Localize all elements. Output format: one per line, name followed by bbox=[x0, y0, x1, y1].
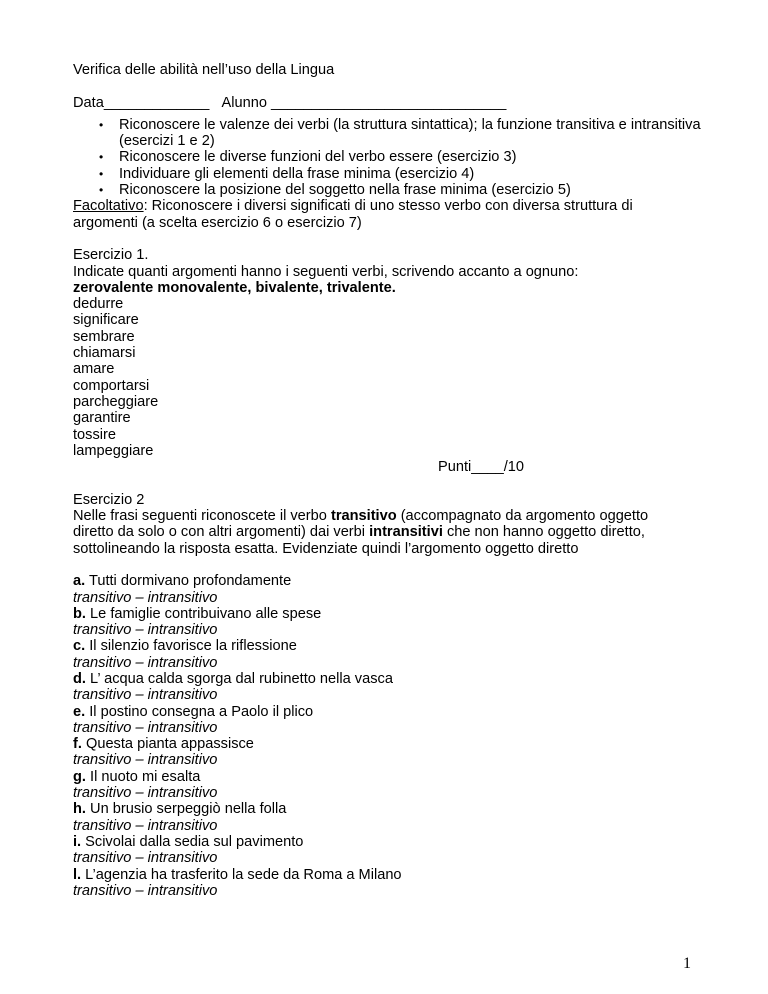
verb-item: tossire bbox=[73, 426, 116, 443]
item-sentence: Il nuoto mi esalta bbox=[85, 768, 201, 785]
optional-text: : Riconoscere i diversi significati di uno stesso verbo con diversa struttura di bbox=[143, 198, 633, 215]
verb-item: parcheggiare bbox=[73, 393, 159, 410]
optional-note bbox=[73, 198, 703, 214]
sentence-item bbox=[73, 867, 703, 883]
exercise2-instruction-line1 bbox=[73, 508, 703, 524]
item-choice: transitivo – intransitivo bbox=[73, 719, 218, 736]
intransitivi-term: intransitivi bbox=[369, 524, 443, 541]
sentence-item bbox=[73, 769, 703, 785]
item-choice: transitivo – intransitivo bbox=[73, 752, 218, 769]
item-letter: c. bbox=[73, 638, 86, 655]
verb-item: sembrare bbox=[73, 328, 135, 345]
verb-item: significare bbox=[73, 312, 139, 329]
sentence-item bbox=[73, 573, 703, 589]
item-choice: transitivo – intransitivo bbox=[73, 850, 218, 867]
verb-list bbox=[73, 296, 703, 459]
item-letter: l. bbox=[73, 866, 82, 883]
exercise1-instruction: Indicate quanti argomenti hanno i seguenti verbi, scrivendo accanto a ognuno: bbox=[73, 263, 579, 280]
verb-item: chiamarsi bbox=[73, 345, 136, 362]
item-sentence: Scivolai dalla sedia sul pavimento bbox=[81, 833, 304, 850]
item-letter: f. bbox=[73, 736, 82, 753]
exercise1-options: zerovalente monovalente, bivalente, trivalente. bbox=[73, 279, 396, 296]
page-number: 1 bbox=[683, 955, 691, 972]
exercise2-instruction-line2 bbox=[73, 524, 703, 540]
verb-item: comportarsi bbox=[73, 377, 150, 394]
item-sentence: Tutti dormivano profondamente bbox=[85, 573, 292, 590]
item-sentence: L’ acqua calda sgorga dal rubinetto nella vasca bbox=[85, 670, 393, 687]
item-sentence: Le famiglie contribuivano alle spese bbox=[85, 605, 322, 622]
item-choice: transitivo – intransitivo bbox=[73, 654, 218, 671]
verb-item: garantire bbox=[73, 410, 131, 427]
exercise2-title: Esercizio 2 bbox=[73, 491, 145, 508]
exercise2-items bbox=[73, 573, 703, 899]
item-sentence: Il postino consegna a Paolo il plico bbox=[85, 703, 314, 720]
optional-label: Facoltativo bbox=[73, 198, 144, 215]
item-sentence: Questa pianta appassisce bbox=[81, 736, 254, 753]
item-letter: g. bbox=[73, 768, 86, 785]
item-choice: transitivo – intransitivo bbox=[73, 622, 218, 639]
item-choice: transitivo – intransitivo bbox=[73, 785, 218, 802]
document-page bbox=[73, 62, 703, 899]
document-title: Verifica delle abilità nell’uso della Lingua bbox=[73, 62, 335, 78]
item-choice: transitivo – intransitivo bbox=[73, 817, 218, 834]
sentence-item bbox=[73, 606, 703, 622]
objective-item: • Riconoscere le diverse funzioni del verbo essere (esercizio 3) bbox=[73, 149, 703, 165]
exercise2-instruction-line3: sottolineando la risposta esatta. Evidenziate quindi l’argomento oggetto diretto bbox=[73, 540, 579, 557]
instruction-text: (accompagnato da argomento oggetto bbox=[396, 508, 649, 525]
sentence-item bbox=[73, 801, 703, 817]
item-choice: transitivo – intransitivo bbox=[73, 882, 218, 899]
item-letter: e. bbox=[73, 703, 86, 720]
verb-item: dedurre bbox=[73, 296, 124, 313]
transitivo-term: transitivo bbox=[330, 508, 397, 525]
item-letter: a. bbox=[73, 573, 86, 590]
sentence-item bbox=[73, 671, 703, 687]
sentence-item bbox=[73, 736, 703, 752]
item-letter: h. bbox=[73, 801, 86, 818]
objective-item: • Individuare gli elementi della frase minima (esercizio 4) bbox=[73, 166, 703, 182]
objectives-list bbox=[73, 117, 703, 198]
item-letter: d. bbox=[73, 670, 86, 687]
item-choice: transitivo – intransitivo bbox=[73, 687, 218, 704]
instruction-text: Nelle frasi seguenti riconoscete il verbo bbox=[73, 508, 331, 525]
optional-text-cont: argomenti (a scelta esercizio 6 o esercizio 7) bbox=[73, 214, 362, 231]
data-field-label: Data_____________ bbox=[73, 94, 210, 111]
item-letter: b. bbox=[73, 605, 86, 622]
verb-item: lampeggiare bbox=[73, 442, 154, 459]
item-sentence: L’agenzia ha trasferito la sede da Roma a Milano bbox=[81, 866, 402, 883]
sentence-item bbox=[73, 834, 703, 850]
verb-item: amare bbox=[73, 361, 115, 378]
header-fields bbox=[73, 95, 703, 111]
item-letter: i. bbox=[73, 833, 82, 850]
sentence-item bbox=[73, 638, 703, 654]
exercise1-score: Punti____/10 bbox=[438, 459, 525, 476]
exercise1-title: Esercizio 1. bbox=[73, 247, 149, 264]
item-sentence: Il silenzio favorisce la riflessione bbox=[85, 638, 297, 655]
objective-item: • Riconoscere la posizione del soggetto nella frase minima (esercizio 5) bbox=[73, 182, 703, 198]
item-choice: transitivo – intransitivo bbox=[73, 589, 218, 606]
objective-item: • Riconoscere le valenze dei verbi (la struttura sintattica); la funzione transitiva e intransitiva (esercizi 1 e 2) bbox=[73, 117, 703, 150]
instruction-text: diretto da solo o con altri argomenti) dai verbi bbox=[73, 524, 370, 541]
instruction-text: che non hanno oggetto diretto, bbox=[442, 524, 645, 541]
alunno-field-label: Alunno _____________________________ bbox=[221, 94, 507, 111]
sentence-item bbox=[73, 704, 703, 720]
item-sentence: Un brusio serpeggiò nella folla bbox=[85, 801, 287, 818]
